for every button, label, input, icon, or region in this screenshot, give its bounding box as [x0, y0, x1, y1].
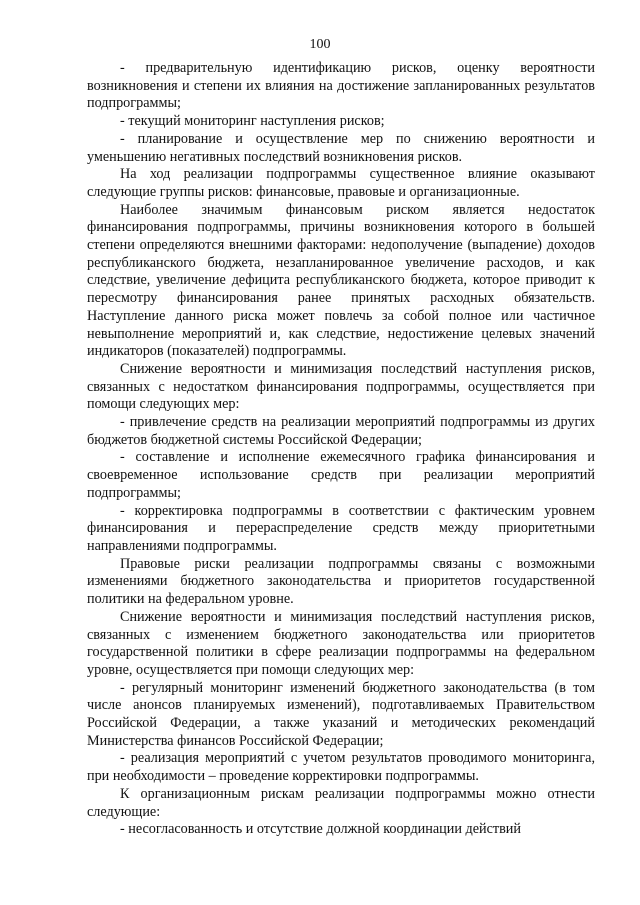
list-item-coordination-lack: - несогласованность и отсутствие должной координации действий — [120, 821, 521, 838]
page-body — [87, 60, 595, 839]
list-item-monitoring-based-actions: - реализация мероприятий с учетом результатов проводимого мониторинга, при необходимости – проведение корректировки подпрограммы. — [87, 750, 595, 785]
paragraph-risk-identification: - предварительную идентификацию рисков, оценку вероятности возникновения и степени их влияния на достижение запланированных результатов подпрограммы; — [87, 60, 595, 112]
paragraph-legal-risks: Правовые риски реализации подпрограммы связаны с возможными изменениями бюджетного законодательства и приоритетов государственной политики на федеральном уровне. — [87, 555, 595, 608]
paragraph-legal-risk-mitigation: Снижение вероятности и минимизация последствий наступления рисков, связанных с изменением бюджетного законодательства или приоритетов государственной политики в сфере реализации подпрограммы на федеральном уровне, осуществляется при помощи следующих мер: — [87, 608, 595, 678]
paragraph-risk-planning: - планирование и осуществление мер по снижению вероятности и уменьшению негативных последствий возникновения рисков. — [87, 130, 595, 165]
list-item-attract-funds: - привлечение средств на реализации мероприятий подпрограммы из других бюджетов бюджетной системы Российской Федерации; — [87, 414, 595, 448]
paragraph-financial-risk-mitigation: Снижение вероятности и минимизация последствий наступления рисков, связанных с недостатком финансирования подпрограммы, осуществляется при помощи следующих мер: — [87, 360, 595, 413]
paragraph-risk-groups: На ход реализации подпрограммы существенное влияние оказывают следующие группы рисков: финансовые, правовые и организационные. — [87, 166, 595, 200]
paragraph-financial-risk: Наиболее значимым финансовым риском является недостаток финансирования подпрограммы, причины возникновения которого в большей степени определяются внешними факторами: недополучение (выпадение) доходов республиканского бюджета, незапланированное увеличение расходов, и как следствие, увеличение дефицита республиканского бюджета, которое приводит к пересмотру финансирования ранее принятых расходных обязательств. Наступление данного риска может повлечь за собой полное или частичное невыполнение мероприятий и, как следствие, недостижение целевых значений индикаторов (показателей) подпрограммы. — [87, 201, 595, 360]
page-number: 100 — [309, 37, 331, 52]
list-item-monthly-schedule: - составление и исполнение ежемесячного графика финансирования и своевременное использование средств при реализации мероприятий подпрограммы; — [87, 449, 595, 501]
paragraph-risk-monitoring: - текущий мониторинг наступления рисков; — [120, 113, 385, 130]
list-item-legislation-monitoring: - регулярный мониторинг изменений бюджетного законодательства (в том числе анонсов планируемых изменений), подготавливаемых Правительством Российской Федерации, а также указаний и методических рекомендаций Министерства финансов Российской Федерации; — [87, 679, 595, 749]
paragraph-organizational-risks: К организационным рискам реализации подпрограммы можно отнести следующие: — [87, 785, 595, 820]
list-item-program-adjustment: - корректировка подпрограммы в соответствии с фактическим уровнем финансирования и перераспределение средств между приоритетными направлениями подпрограммы. — [87, 502, 595, 554]
